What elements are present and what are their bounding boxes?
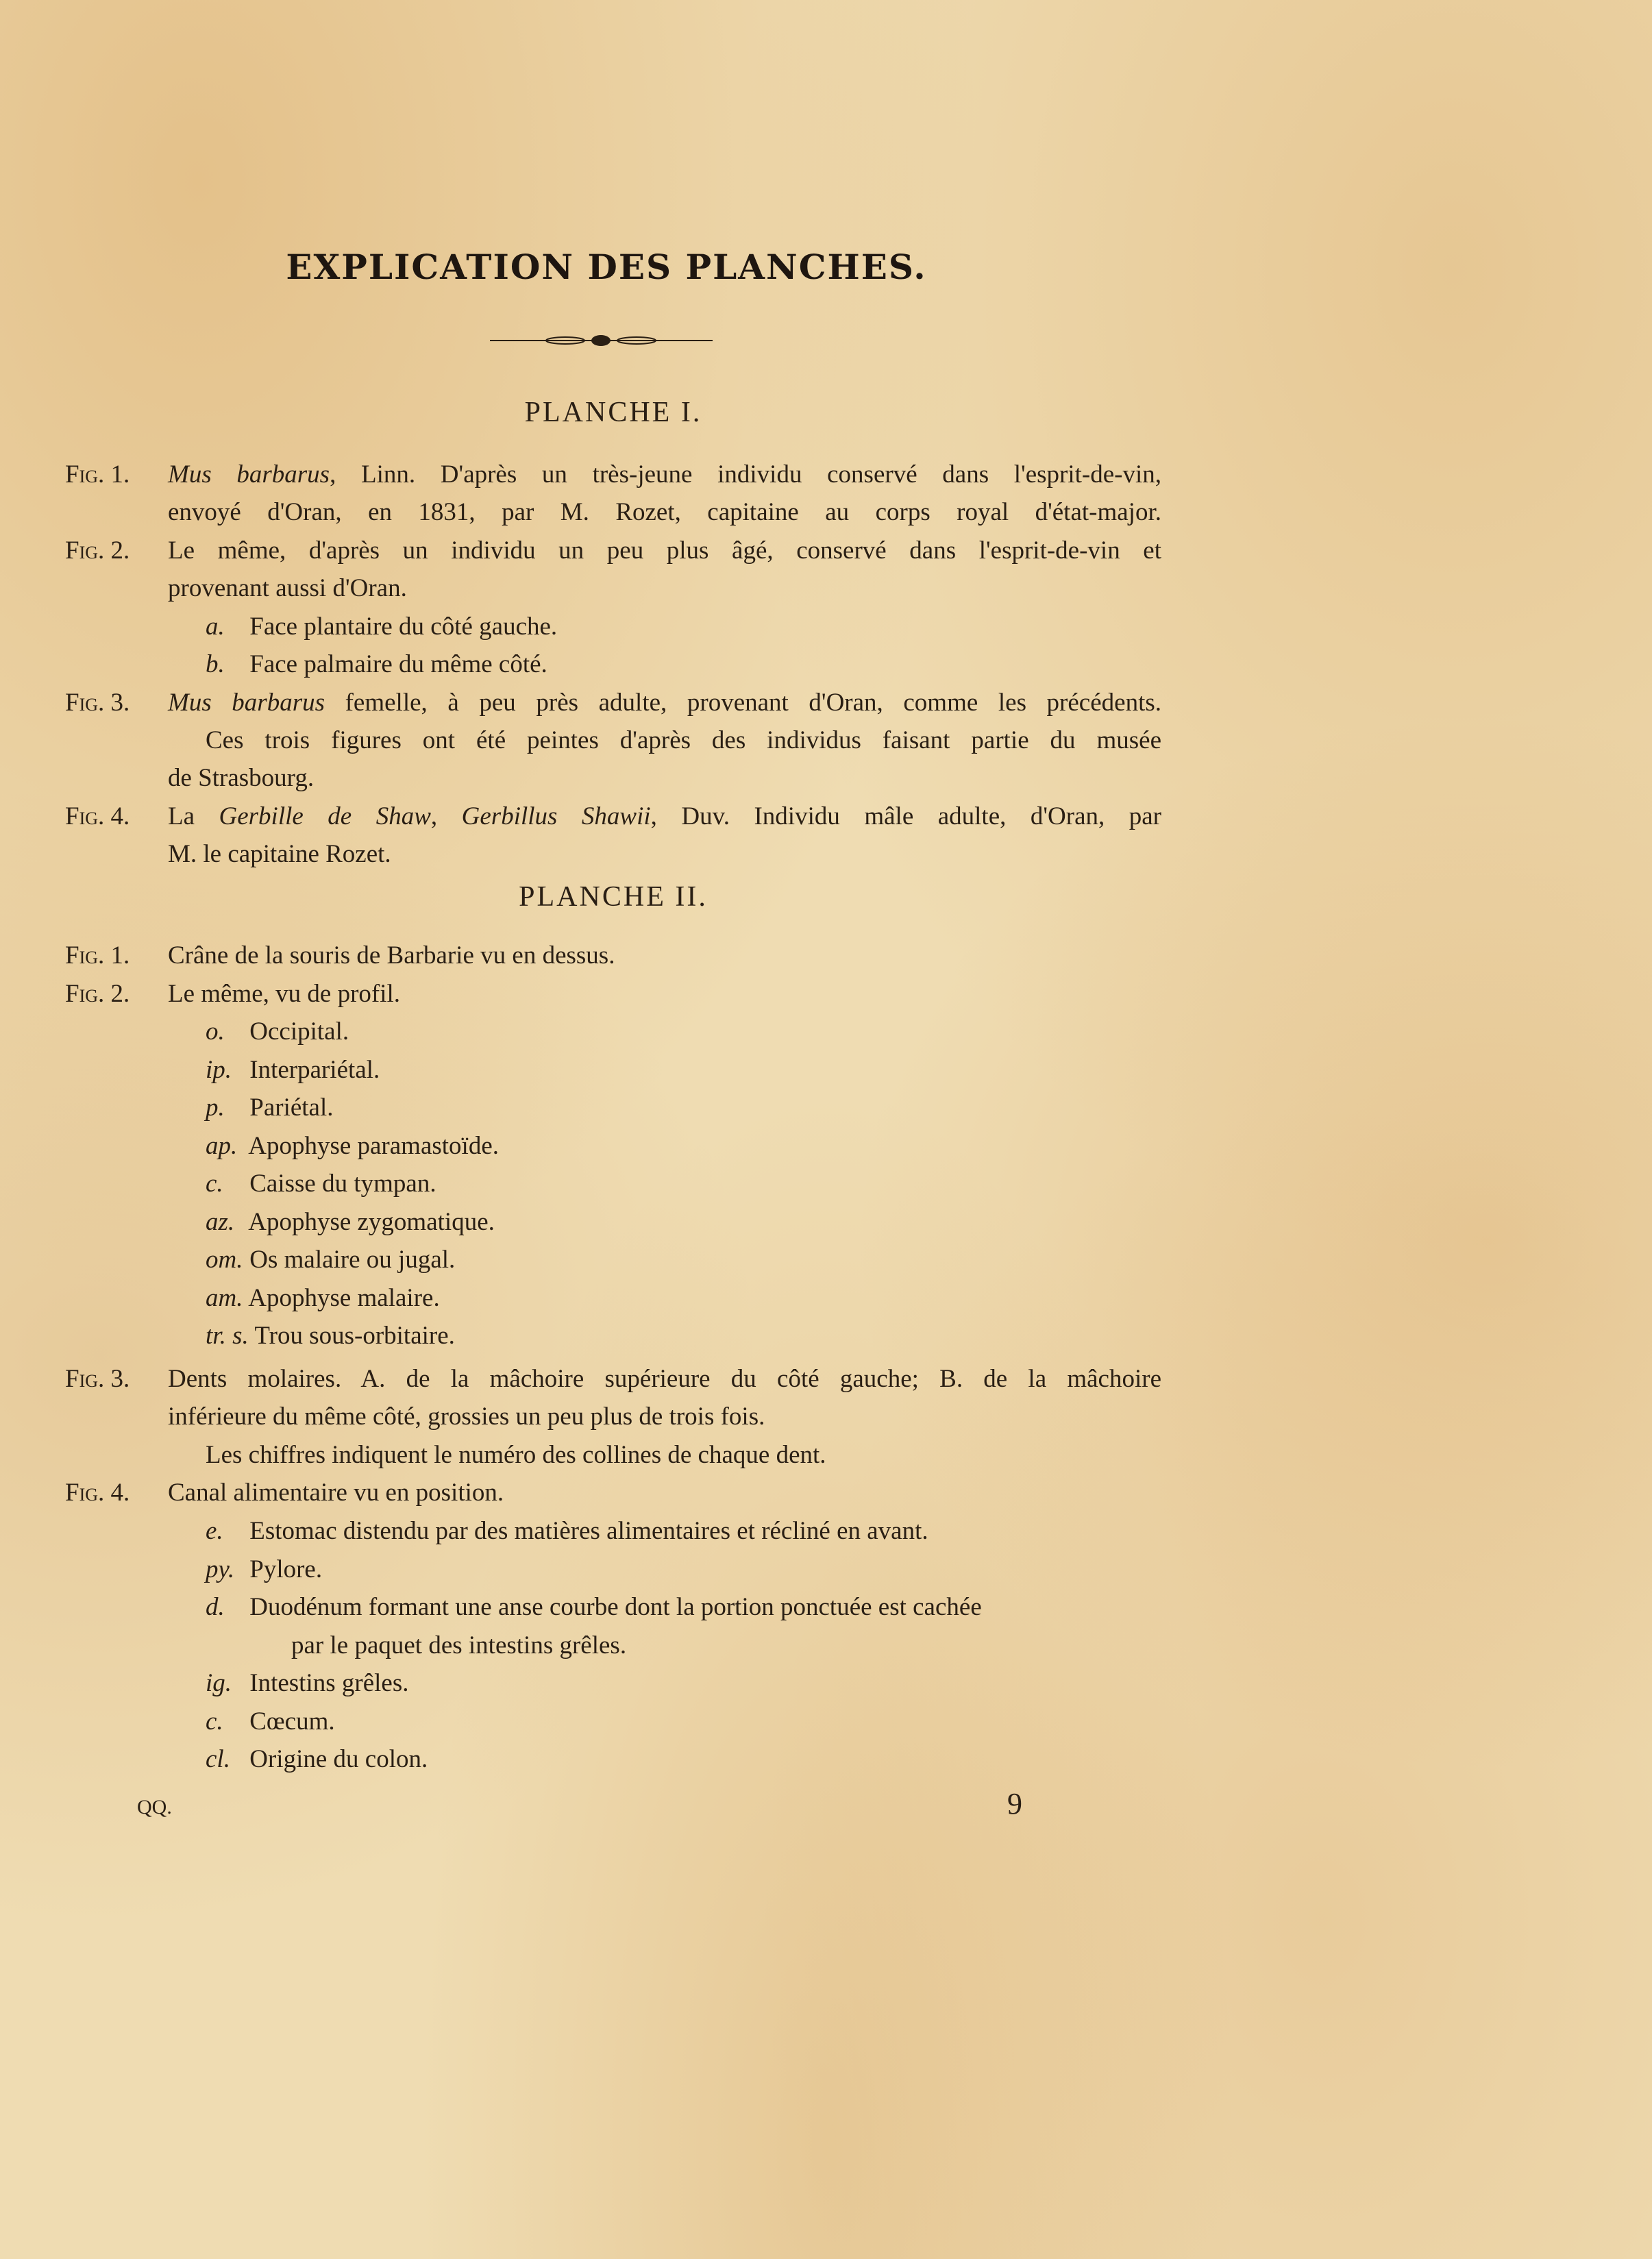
- legend-item: [206, 1013, 349, 1050]
- plate1-fig4-line1: [168, 798, 1161, 835]
- text-fragment: , Duv. Individu mâle adulte, d'Oran, par: [650, 802, 1161, 830]
- legend-item: [206, 1740, 428, 1778]
- legend-item: [206, 1165, 436, 1202]
- plate1-fig4-line2: M. le capitaine Rozet.: [168, 840, 391, 868]
- plate2-fig4-text: Canal alimentaire vu en position.: [168, 1479, 504, 1507]
- item-text: Occipital.: [249, 1017, 349, 1046]
- item-text: Pariétal.: [249, 1094, 334, 1122]
- item-text: par le paquet des intestins grêles.: [291, 1631, 627, 1659]
- legend-item: [206, 1203, 495, 1241]
- plate2-fig4-number: Fig. 4.: [65, 1479, 130, 1507]
- item-text: Origine du colon.: [249, 1745, 428, 1773]
- legend-item: [291, 1627, 626, 1664]
- item-label: ig.: [206, 1669, 232, 1697]
- plate2-fig3-line3: Les chiffres indiquent le numéro des collines de chaque dent.: [206, 1441, 826, 1469]
- item-label: d.: [206, 1593, 225, 1621]
- item-text: Apophyse zygomatique.: [248, 1207, 495, 1236]
- item-text: Estomac distendu par des matières alimentaires et récliné en avant.: [249, 1517, 928, 1545]
- plate1-fig2-number: Fig. 2.: [65, 536, 130, 565]
- plate2-fig2-text: Le même, vu de profil.: [168, 980, 401, 1008]
- text-fragment: La: [168, 802, 219, 830]
- plate1-fig3-number: Fig. 3.: [65, 689, 130, 717]
- item-text: Pylore.: [249, 1555, 323, 1583]
- item-label: ap.: [206, 1131, 238, 1160]
- plate1-fig3-line3: de Strasbourg.: [168, 764, 315, 792]
- legend-item: [206, 1051, 380, 1089]
- plate-2-heading: PLANCHE II.: [519, 881, 708, 913]
- plate1-fig2-line2: provenant aussi d'Oran.: [168, 574, 407, 602]
- plate1-fig3-line1: [168, 684, 1161, 721]
- signature-mark: QQ.: [137, 1796, 172, 1818]
- item-text: Os malaire ou jugal.: [249, 1246, 456, 1274]
- item-label: p.: [206, 1094, 225, 1122]
- legend-item: [206, 1279, 440, 1317]
- item-label: c.: [206, 1707, 223, 1736]
- legend-item: [206, 1551, 322, 1588]
- item-text: Face palmaire du même côté.: [249, 650, 547, 678]
- page-title: EXPLICATION DES PLANCHES.: [286, 247, 927, 287]
- legend-item: [206, 1317, 455, 1355]
- plate1-fig1-number: Fig. 1.: [65, 460, 130, 489]
- plate2-fig1-number: Fig. 1.: [65, 941, 130, 970]
- fig1-text: , Linn. D'après un très-jeune individu conservé dans l'esprit-de-vin,: [330, 460, 1162, 489]
- plate1-fig4-number: Fig. 4.: [65, 802, 130, 830]
- fig3-text: femelle, à peu près adulte, provenant d'Oran, comme les précédents.: [325, 689, 1162, 717]
- item-label: o.: [206, 1017, 225, 1046]
- plate1-fig1-line1: [168, 456, 1161, 493]
- item-text: Intestins grêles.: [249, 1669, 409, 1697]
- plate1-fig2-item-a: [206, 608, 557, 645]
- plate1-fig2-item-b: [206, 645, 547, 683]
- legend-item: [206, 1664, 408, 1702]
- item-text: Apophyse paramastoïde.: [248, 1131, 500, 1160]
- item-text: Interpariétal.: [249, 1055, 380, 1084]
- plate2-fig3-line1: Dents molaires. A. de la mâchoire supérieure du côté gauche; B. de la mâchoire: [168, 1365, 1161, 1393]
- item-label: py.: [206, 1555, 235, 1583]
- plate2-fig3-line2: inférieure du même côté, grossies un peu plus de trois fois.: [168, 1403, 765, 1431]
- legend-item: [206, 1241, 455, 1279]
- legend-item: [206, 1588, 982, 1626]
- item-label: ip.: [206, 1055, 232, 1084]
- plate1-fig3-line2: Ces trois figures ont été peintes d'après des individus faisant partie du musée: [206, 726, 1161, 754]
- item-text: Caisse du tympan.: [249, 1170, 436, 1198]
- plate-1-heading: PLANCHE I.: [524, 397, 702, 428]
- common-name: Gerbille de Shaw: [219, 802, 431, 830]
- item-text: Duodénum formant une anse courbe dont la portion ponctuée est cachée: [249, 1593, 982, 1621]
- species-name: Mus barbarus: [168, 460, 330, 489]
- item-label: az.: [206, 1207, 235, 1236]
- legend-item: [206, 1512, 928, 1550]
- item-text: Cœcum.: [249, 1707, 335, 1736]
- divider-ornament: [490, 332, 713, 349]
- item-label: tr. s.: [206, 1322, 249, 1350]
- item-text: Trou sous-orbitaire.: [254, 1322, 455, 1350]
- item-label: c.: [206, 1170, 223, 1198]
- species-name: Mus barbarus: [168, 689, 325, 717]
- species-name: Gerbillus Shawii: [461, 802, 651, 830]
- item-label: am.: [206, 1283, 243, 1312]
- page-number: 9: [1007, 1787, 1022, 1820]
- plate1-fig2-line1: Le même, d'après un individu un peu plus âgé, conservé dans l'esprit-de-vin et: [168, 536, 1161, 565]
- item-label: e.: [206, 1517, 223, 1545]
- plate2-fig3-number: Fig. 3.: [65, 1365, 130, 1393]
- plate2-fig2-number: Fig. 2.: [65, 980, 130, 1008]
- item-label: om.: [206, 1246, 243, 1274]
- item-label: b.: [206, 650, 225, 678]
- legend-item: [206, 1127, 499, 1165]
- item-label: a.: [206, 613, 225, 641]
- plate2-fig1-text: Crâne de la souris de Barbarie vu en dessus.: [168, 941, 615, 970]
- item-text: Apophyse malaire.: [248, 1283, 440, 1312]
- item-label: cl.: [206, 1745, 230, 1773]
- item-text: Face plantaire du côté gauche.: [249, 613, 558, 641]
- text-fragment: ,: [430, 802, 462, 830]
- legend-item: [206, 1089, 334, 1126]
- plate1-fig1-line2: envoyé d'Oran, en 1831, par M. Rozet, capitaine au corps royal d'état-major.: [168, 498, 1161, 526]
- legend-item: [206, 1703, 335, 1740]
